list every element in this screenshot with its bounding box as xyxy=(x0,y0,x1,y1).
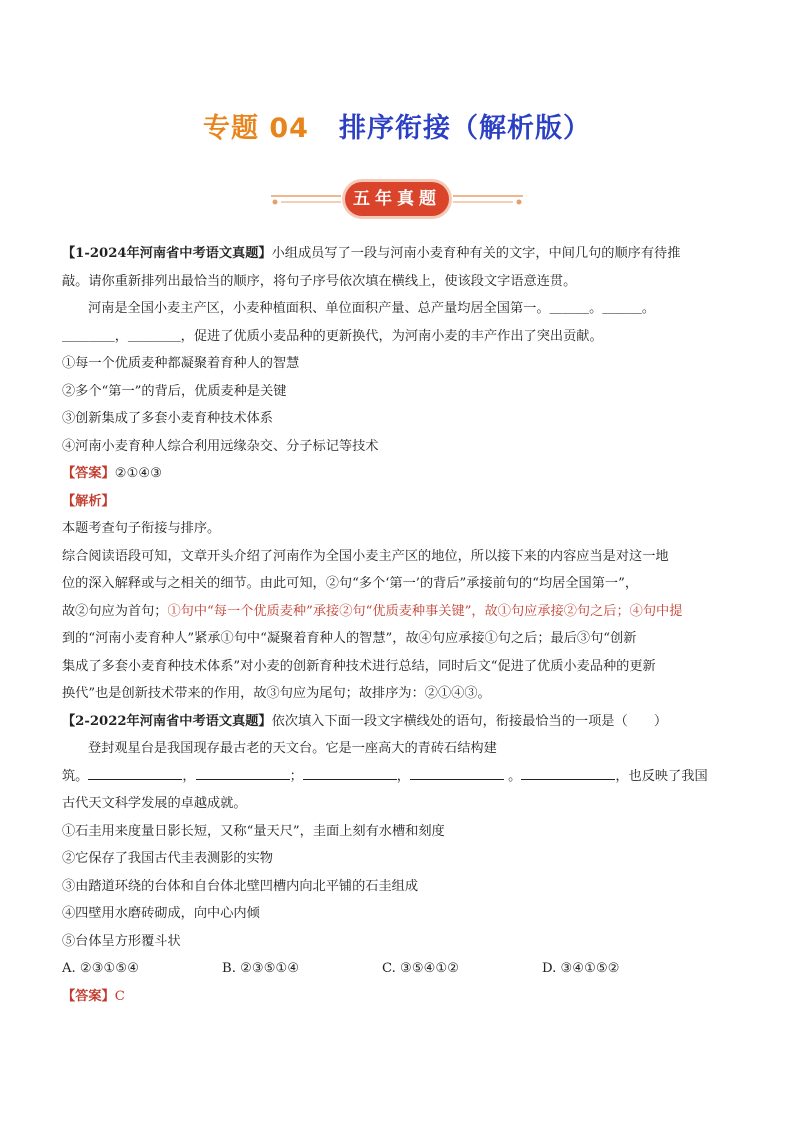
q2-blank-3 xyxy=(303,765,397,780)
q2-passage-line1: 登封观星台是我国现存最古老的天文台。它是一座高大的青砖石结构建 xyxy=(88,741,497,756)
q1-analysis-line4: 到的“河南小麦育种人”紧承①句中“凝聚着育种人的智慧”，故④句应承接①句之后；最后③句“创新 xyxy=(62,631,637,646)
q2-passage-line2-end: ，也反映了我国 xyxy=(615,768,708,784)
title-topic-number: 专题 04 xyxy=(203,113,309,144)
q1-analysis-line6: 换代”也是创新技术带来的作用，故③句应为尾句；故排序为：②①④③。 xyxy=(62,686,491,701)
section-banner xyxy=(271,182,523,216)
q2-choice-a: A. ②③①⑤④ xyxy=(62,961,140,976)
q1-passage-line1: 河南是全国小麦主产区，小麦种植面积、单位面积产量、总产量均居全国第一。＿＿＿。＿＿＿。 xyxy=(88,301,656,316)
q2-sentence-1: ①石圭用来度量日影长短，又称“量天尺”，圭面上刻有水槽和刻度 xyxy=(62,823,445,839)
q2-blank-5 xyxy=(521,765,615,780)
q2-sentence-2: ②它保存了我国古代圭表测影的实物 xyxy=(62,851,273,866)
page-title xyxy=(0,106,794,145)
q1-option-3: ③创新集成了多套小麦育种技术体系 xyxy=(62,411,273,426)
q2-source: 【2-2022年河南省中考语文真题】 xyxy=(62,713,272,729)
q1-analysis-label: 【解析】 xyxy=(62,493,115,509)
q2-blank-2 xyxy=(196,765,290,780)
q1-analysis-line2: 位的深入解释或与之相关的细节。由此可知，②句“多个‘第一’的背后”承接前句的“均居全国第一”， xyxy=(62,576,639,591)
q1-passage-line2: ＿＿＿＿，＿＿＿＿，促进了优质小麦品种的更新换代，为河南小麦的丰产作出了突出贡献。 xyxy=(62,328,603,344)
q1-option-4: ④河南小麦育种人综合利用远缘杂交、分子标记等技术 xyxy=(62,438,379,454)
q2-passage-line2-start: 筑。 xyxy=(62,768,89,784)
q1-analysis-line3a: 故②句应为首句； xyxy=(62,603,168,619)
q1-analysis-line5: 集成了多套小麦育种技术体系”对小麦的创新育种技术进行总结，同时后文“促进了优质小麦品种的更新 xyxy=(62,658,656,674)
q2-choices xyxy=(62,955,732,983)
q1-source: 【1-2024年河南省中考语文真题】 xyxy=(62,246,272,261)
q1-analysis-line1: 综合阅读语段可知，文章开头介绍了河南作为全国小麦主产区的地位，所以接下来的内容应当是对这一地 xyxy=(62,548,669,564)
q1-option-1: ①每一个优质麦种都凝聚着育种人的智慧 xyxy=(62,356,300,371)
title-topic-name: 排序衔接（解析版） xyxy=(338,113,591,144)
q2-blank-4 xyxy=(410,765,504,780)
q2-choice-c: C. ③⑤④①② xyxy=(382,961,460,976)
q2-choice-b: B. ②③⑤①④ xyxy=(222,961,300,976)
banner-label: 五年真题 xyxy=(345,182,449,216)
q2-passage-line2: 筑。 ， ； ， 。 ，也反映了我国 xyxy=(62,763,732,791)
document-body xyxy=(62,240,732,1010)
q1-prompt-line2: 敲。请你重新排列出最恰当的顺序，将句子序号依次填在横线上，使该段文字语意连贯。 xyxy=(62,273,577,289)
q2-passage-line3: 古代天文科学发展的卓越成就。 xyxy=(62,796,247,811)
q1-analysis-line3b: ①句中“每一个优质麦种”承接②句“优质麦种事关键”，故①句应承接②句之后；④句中提 xyxy=(167,603,683,619)
q2-answer: C xyxy=(114,988,125,1004)
q1-answer-label: 【答案】 xyxy=(62,466,115,481)
q2-prompt: 依次填入下面一段文字横线处的语句，衔接最恰当的一项是（ ） xyxy=(271,713,668,729)
q2-sentence-5: ⑤台体呈方形覆斗状 xyxy=(62,933,181,949)
q2-sentence-3: ③由踏道环绕的台体和自台体北壁凹槽内向北平铺的石圭组成 xyxy=(62,878,419,894)
q2-choice-d: D. ③④①⑤② xyxy=(542,961,620,976)
q2-answer-label: 【答案】 xyxy=(62,988,115,1004)
q1-analysis-intro: 本题考查句子衔接与排序。 xyxy=(62,521,221,536)
q2-blank-1 xyxy=(88,765,182,780)
q1-answer: ②①④③ xyxy=(114,466,163,481)
q2-sentence-4: ④四壁用水磨砖砌成，向中心内倾 xyxy=(62,906,260,921)
q1-option-2: ②多个“第一”的背后，优质麦种是关键 xyxy=(62,383,287,399)
q1-prompt-line1: 小组成员写了一段与河南小麦育种有关的文字，中间几句的顺序有待推 xyxy=(271,246,681,261)
